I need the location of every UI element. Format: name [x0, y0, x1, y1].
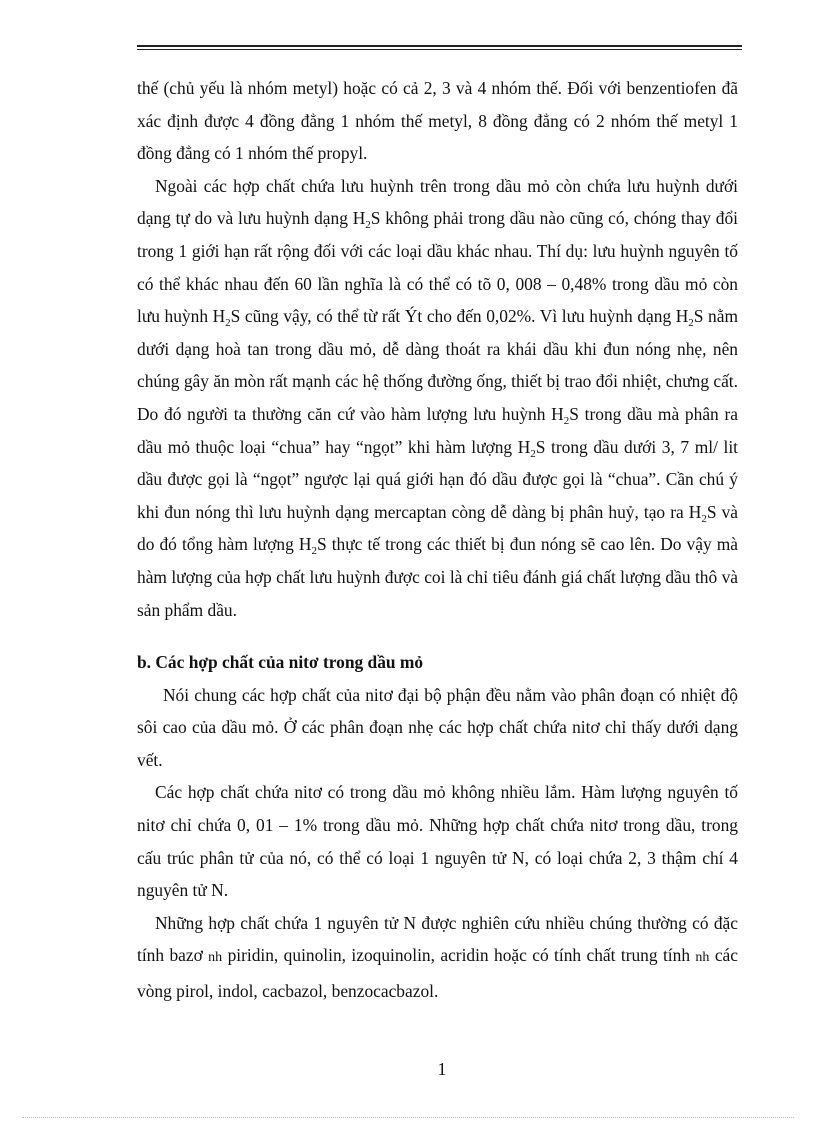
paragraph-sulfur: Ngoài các hợp chất chứa lưu huỳnh trên trong dầu mỏ còn chứa lưu huỳnh dưới dạng tự do và lưu huỳnh dạng $H_2S$ không phải trong dầu nào cũng có, chóng thay đổi trong 1 giới hạn rất rộng đối với các loại dầu khác nhau. Thí dụ: lưu huỳnh nguyên tố có thể khác nhau đến 60 lần nghĩa là có thể có tõ 0, 008 – 0,48% trong dầu mỏ còn lưu huỳnh $H_2S$ cũng vậy, có thể từ rất Ýt cho đến 0,02%. Vì lưu huỳnh dạng $H_2S$ nằm dưới dạng hoà tan trong dầu mỏ, dễ dàng thoát ra khái dầu khi đun nóng nhẹ, nên chúng gây ăn mòn rất mạnh các hệ thống đường ống, thiết bị trao đổi nhiệt, chưng cất. Do đó người ta thường căn cứ vào hàm lượng lưu huỳnh $H_2S$ trong dầu mà phân ra dầu mỏ thuộc loại “chua” hay “ngọt” khi hàm lượng $H_2S$ trong dầu dưới 3, 7 ml/ lit dầu được gọi là “ngọt” ngược lại quá giới hạn đó dầu được gọi là “chua”. Cần chú ý khi đun nóng thì lưu huỳnh dạng mercaptan còng dễ dàng bị phân huỷ, tạo ra $H_2S$ và do đó tổng hàm lượng $H_2S$ thực tế trong các thiết bị đun nóng sẽ cao lên. Do vậy mà hàm lượng của hợp chất lưu huỳnh được coi là chỉ tiêu đánh giá chất lượng dầu thô và sản phẩm dầu. — [137, 175, 739, 620]
paragraph-continuation: thế (chủ yếu là nhóm metyl) hoặc có cả 2, 3 và 4 nhóm thế. Đối với benzentiofen đã xác định được 4 đồng đẳng 1 nhóm thế metyl, 8 đồng đẳng có 2 nhóm thế metyl 1 đồng đẳng có 1 nhóm thế propyl. — [137, 78, 738, 164]
page-number: 1 — [437, 1059, 447, 1079]
paragraph-nitrogen-content: Các hợp chất chứa nitơ có trong dầu mỏ không nhiều lắm. Hàm lượng nguyên tố nitơ chỉ chứa 0, 01 – 1% trong dầu mỏ. Những hợp chất chứa nitơ trong dầu, trong cấu trúc phân tử của nó, có thể có loại 1 nguyên tử N, có loại chứa 2, 3 thậm chí 4 nguyên tử N. — [137, 782, 738, 901]
paragraph-nitrogen-intro: Nói chung các hợp chất của nitơ đại bộ phận đều nằm vào phân đoạn có nhiệt độ sôi cao của dầu mỏ. Ở các phân đoạn nhẹ các hợp chất chứa nitơ chỉ thấy dưới dạng vết. — [137, 684, 738, 770]
paragraph-nitrogen-compounds: Những hợp chất chứa 1 nguyên tử N được nghiên cứu nhiều chúng thường có đặc tính bazơ nh piridin, quinolin, izoquinolin, acridin hoặc có tính chất trung tính nh các vòng pirol, indol, cacbazol, benzocacbazol. — [137, 912, 738, 1002]
section-heading: b. Các hợp chất của nitơ trong dầu mỏ — [137, 652, 424, 673]
footer-rule — [22, 1117, 794, 1118]
header-rule — [137, 45, 742, 50]
document-body — [137, 72, 738, 1008]
